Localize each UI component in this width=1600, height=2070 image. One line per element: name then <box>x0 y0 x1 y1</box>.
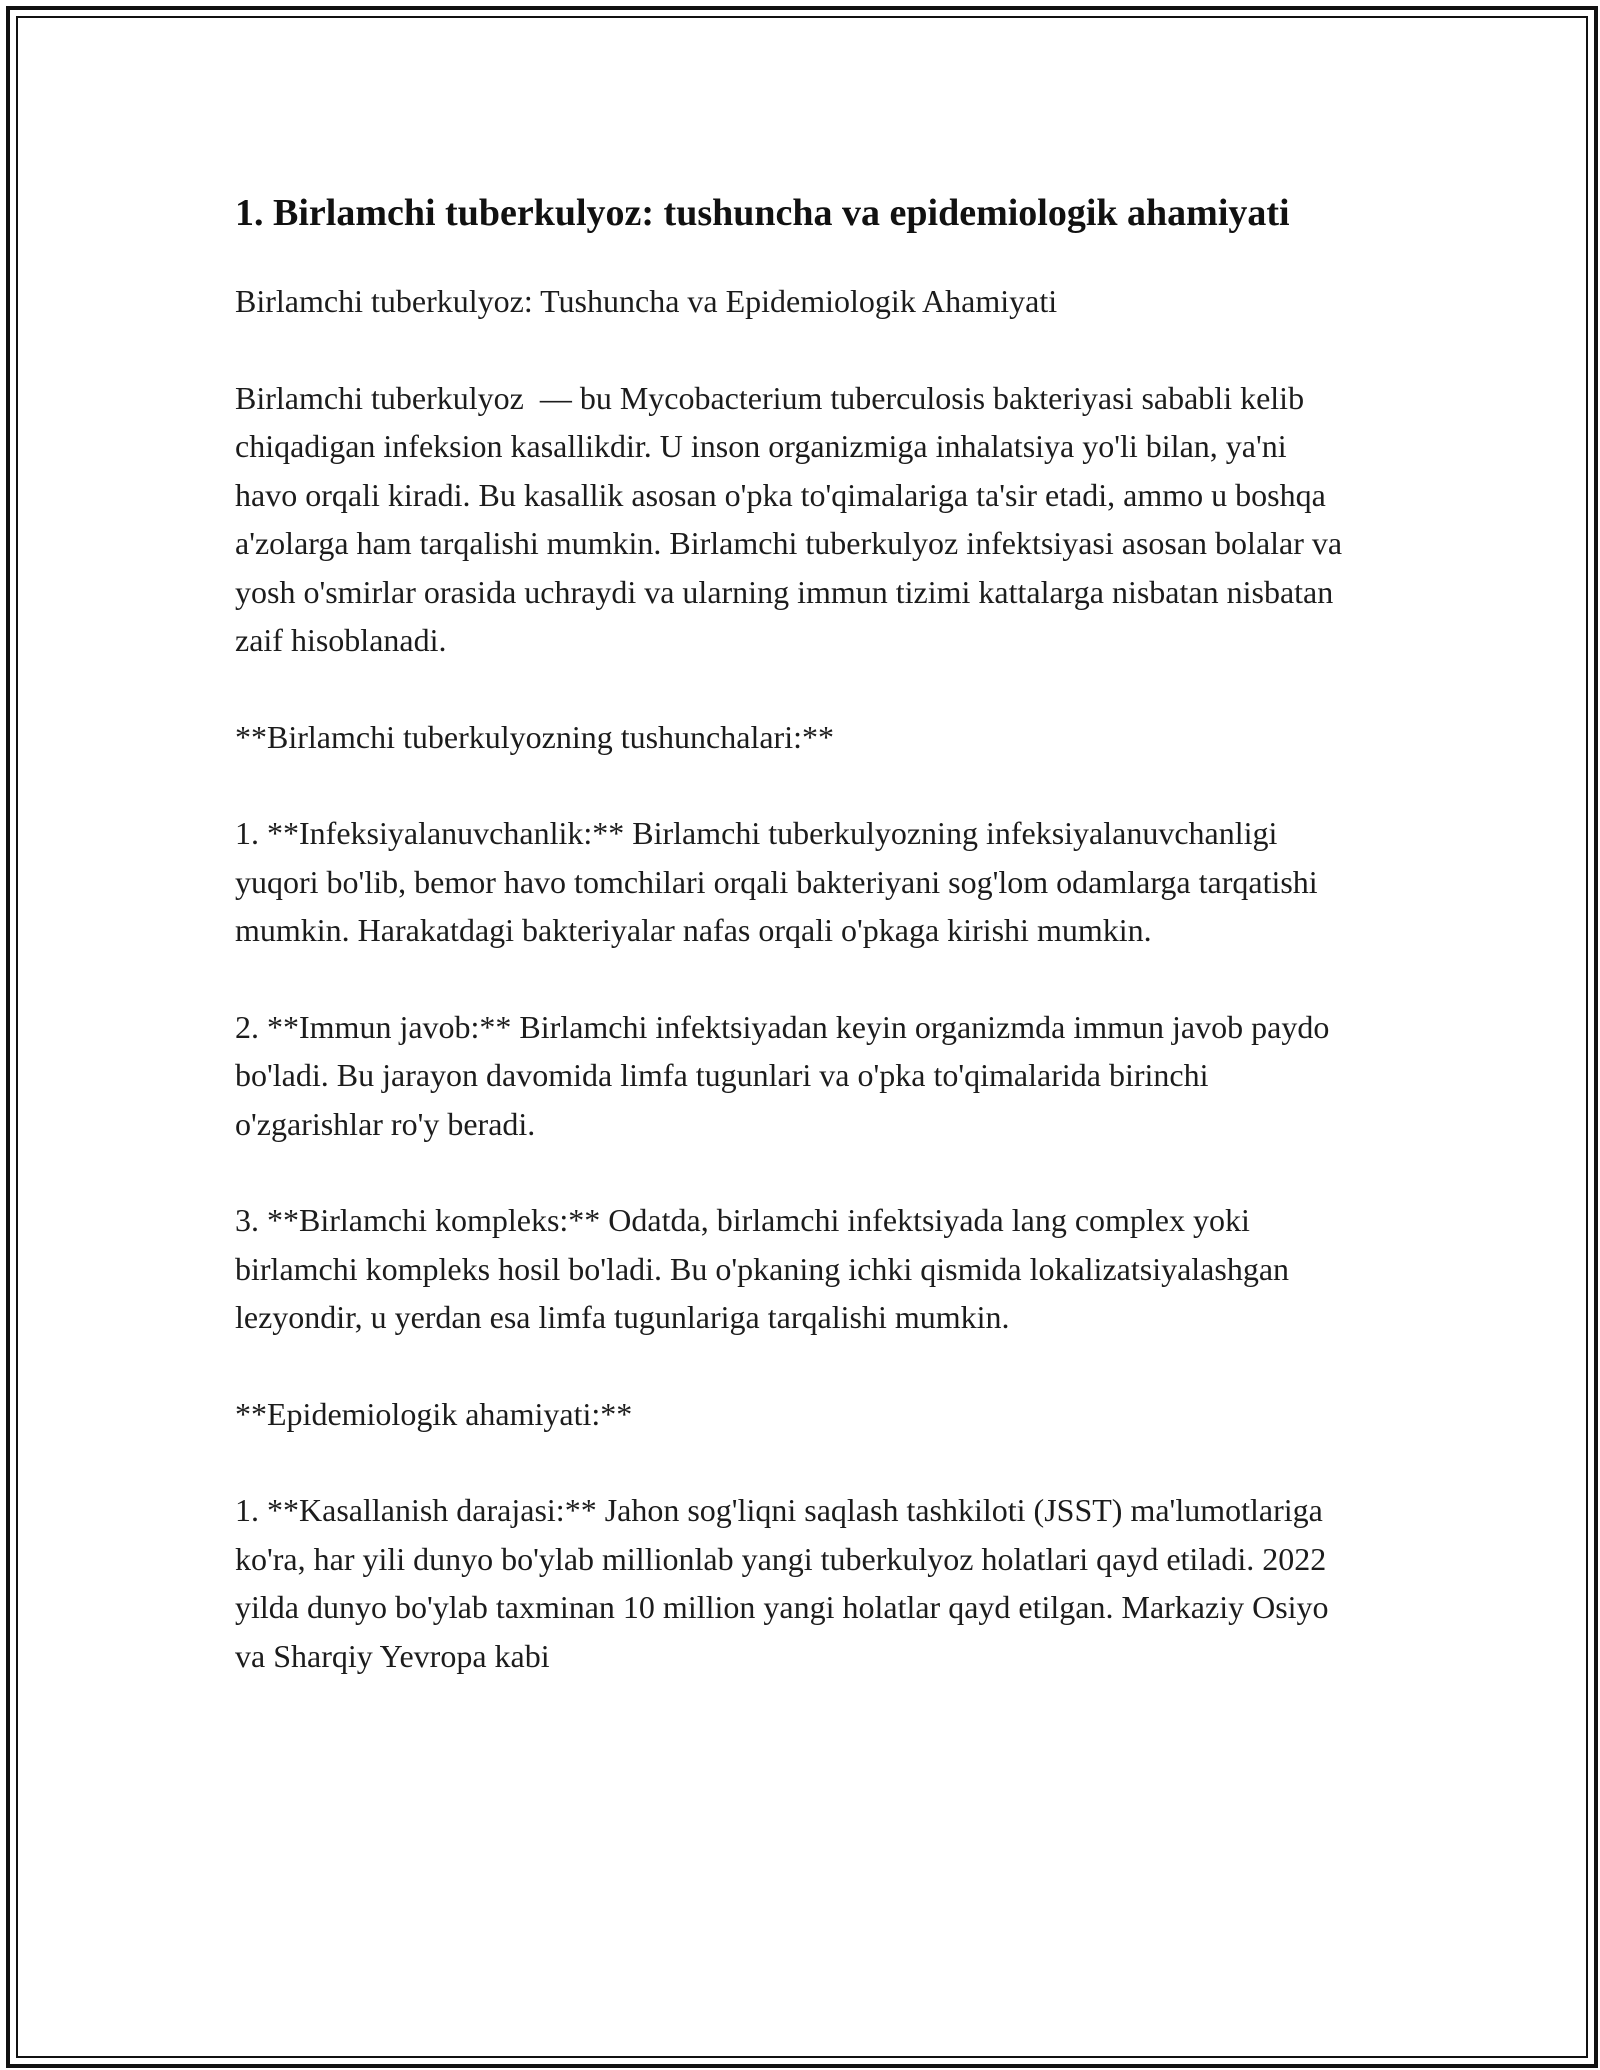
intro-paragraph: Birlamchi tuberkulyoz — bu Mycobacterium tuberculosis bakteriyasi sababli kelib chiqadigan infeksion kasallikdir. U inson organizmiga inhalatsiya yo'li bilan, ya'ni havo orqali kiradi. Bu kasallik asosan o'pka to'qimalariga ta'sir etadi, ammo u boshqa a'zolarga ham tarqalishi mumkin. Birlamchi tuberkulyoz infektsiyasi asosan bolalar va yosh o'smirlar orasida uchraydi va ularning immun tizimi kattalarga nisbatan nisbatan zaif hisoblanadi. <box>235 379 1351 658</box>
concept-item-2: 2. **Immun javob:** Birlamchi infektsiyadan keyin organizmda immun javob paydo bo'ladi. Bu jarayon davomida limfa tugunlari va o'pka to'qimalarida birinchi o'zgarishlar ro'y beradi. <box>235 1008 1338 1142</box>
epidemiology-subheading: **Epidemiologik ahamiyati:** <box>235 1395 633 1432</box>
concepts-subheading: **Birlamchi tuberkulyozning tushunchalari:** <box>235 718 834 755</box>
concept-item-1: 1. **Infeksiyalanuvchanlik:** Birlamchi tuberkulyozning infeksiyalanuvchanligi yuqori bo'lib, bemor havo tomchilari orqali bakteriyani sog'lom odamlarga tarqatishi mumkin. Harakatdagi bakteriyalar nafas orqali o'pkaga kirishi mumkin. <box>235 815 1326 948</box>
section-heading: 1. Birlamchi tuberkulyoz: tushuncha va epidemiologik ahamiyati <box>235 192 1290 234</box>
document-body <box>235 186 1355 1728</box>
subtitle-paragraph: Birlamchi tuberkulyoz: Tushuncha va Epidemiologik Ahamiyati <box>235 283 1058 319</box>
epidemiology-item-1: 1. **Kasallanish darajasi:** Jahon sog'liqni saqlash tashkiloti (JSST) ma'lumotlariga ko'ra, har yili dunyo bo'ylab millionlab yangi tuberkulyoz holatlari qayd etiladi. 2022 yilda dunyo bo'ylab taxminan 10 million yangi holatlar qayd etilgan. Markaziy Osiyo va Sharqiy Yevropa kabi <box>235 1492 1337 1674</box>
concept-item-3: 3. **Birlamchi kompleks:** Odatda, birlamchi infektsiyada lang complex yoki birlamchi kompleks hosil bo'ladi. Bu o'pkaning ichki qismida lokalizatsiyalashgan lezyondir, u yerdan esa limfa tugunlariga tarqalishi mumkin. <box>235 1202 1298 1335</box>
